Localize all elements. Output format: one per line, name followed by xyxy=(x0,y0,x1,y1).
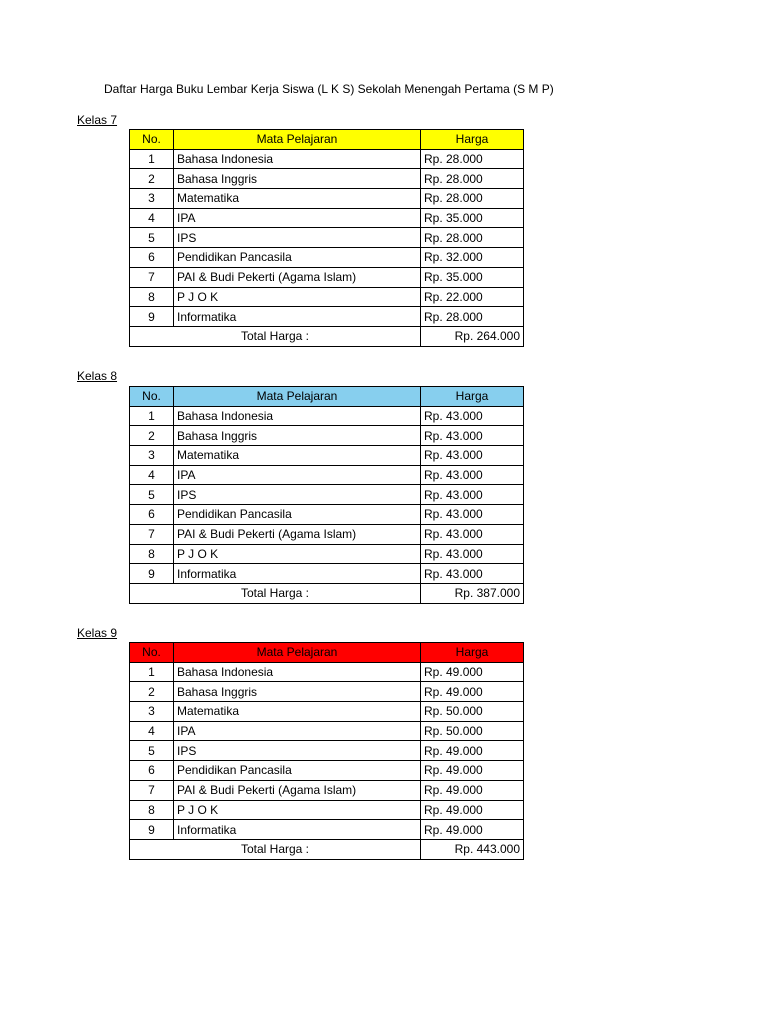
cell-harga: Rp. 43.000 xyxy=(421,505,524,525)
cell-mata-pelajaran: IPA xyxy=(174,208,421,228)
table-row xyxy=(130,485,524,505)
cell-no: 2 xyxy=(130,169,174,189)
cell-harga: Rp. 43.000 xyxy=(421,465,524,485)
table-body xyxy=(130,406,524,603)
cell-mata-pelajaran: Bahasa Inggris xyxy=(174,426,421,446)
cell-harga: Rp. 49.000 xyxy=(421,741,524,761)
cell-harga: Rp. 49.000 xyxy=(421,820,524,840)
cell-mata-pelajaran: Bahasa Indonesia xyxy=(174,149,421,169)
cell-harga: Rp. 28.000 xyxy=(421,169,524,189)
cell-no: 8 xyxy=(130,800,174,820)
cell-no: 6 xyxy=(130,248,174,268)
cell-harga: Rp. 43.000 xyxy=(421,524,524,544)
header-no: No. xyxy=(130,387,174,407)
cell-no: 7 xyxy=(130,267,174,287)
cell-mata-pelajaran: Bahasa Inggris xyxy=(174,169,421,189)
header-mata-pelajaran: Mata Pelajaran xyxy=(174,130,421,150)
header-mata-pelajaran: Mata Pelajaran xyxy=(174,643,421,663)
table-row xyxy=(130,505,524,525)
header-no: No. xyxy=(130,130,174,150)
cell-no: 2 xyxy=(130,682,174,702)
total-value: Rp. 264.000 xyxy=(421,326,524,346)
cell-mata-pelajaran: Pendidikan Pancasila xyxy=(174,505,421,525)
cell-mata-pelajaran: P J O K xyxy=(174,544,421,564)
cell-mata-pelajaran: Bahasa Indonesia xyxy=(174,406,421,426)
total-value: Rp. 443.000 xyxy=(421,839,524,859)
cell-no: 4 xyxy=(130,208,174,228)
cell-mata-pelajaran: Informatika xyxy=(174,820,421,840)
table-header-row xyxy=(130,387,524,407)
cell-no: 4 xyxy=(130,721,174,741)
cell-no: 8 xyxy=(130,544,174,564)
cell-mata-pelajaran: PAI & Budi Pekerti (Agama Islam) xyxy=(174,267,421,287)
cell-mata-pelajaran: PAI & Budi Pekerti (Agama Islam) xyxy=(174,780,421,800)
cell-mata-pelajaran: IPA xyxy=(174,465,421,485)
table-row xyxy=(130,406,524,426)
cell-harga: Rp. 43.000 xyxy=(421,426,524,446)
cell-mata-pelajaran: P J O K xyxy=(174,287,421,307)
total-row xyxy=(130,326,524,346)
table-row xyxy=(130,524,524,544)
total-label: Total Harga : xyxy=(130,839,421,859)
table-row xyxy=(130,702,524,722)
cell-mata-pelajaran: Matematika xyxy=(174,446,421,466)
cell-harga: Rp. 49.000 xyxy=(421,780,524,800)
cell-harga: Rp. 22.000 xyxy=(421,287,524,307)
table-row xyxy=(130,800,524,820)
cell-harga: Rp. 28.000 xyxy=(421,189,524,209)
table-header-row xyxy=(130,643,524,663)
table-row xyxy=(130,544,524,564)
total-label: Total Harga : xyxy=(130,326,421,346)
cell-harga: Rp. 50.000 xyxy=(421,721,524,741)
cell-harga: Rp. 28.000 xyxy=(421,149,524,169)
table-row xyxy=(130,682,524,702)
table-row xyxy=(130,208,524,228)
cell-harga: Rp. 28.000 xyxy=(421,228,524,248)
cell-no: 5 xyxy=(130,485,174,505)
cell-harga: Rp. 49.000 xyxy=(421,662,524,682)
cell-harga: Rp. 43.000 xyxy=(421,485,524,505)
cell-mata-pelajaran: Matematika xyxy=(174,189,421,209)
cell-mata-pelajaran: Pendidikan Pancasila xyxy=(174,761,421,781)
cell-harga: Rp. 43.000 xyxy=(421,544,524,564)
total-value: Rp. 387.000 xyxy=(421,583,524,603)
cell-mata-pelajaran: Matematika xyxy=(174,702,421,722)
cell-harga: Rp. 35.000 xyxy=(421,208,524,228)
kelas-9-label: Kelas 9 xyxy=(77,626,118,640)
cell-no: 9 xyxy=(130,564,174,584)
table-body xyxy=(130,149,524,346)
cell-harga: Rp. 49.000 xyxy=(421,761,524,781)
cell-harga: Rp. 49.000 xyxy=(421,800,524,820)
kelas-8-table xyxy=(129,386,524,604)
header-harga: Harga xyxy=(421,387,524,407)
total-row xyxy=(130,839,524,859)
table-row xyxy=(130,228,524,248)
header-no: No. xyxy=(130,643,174,663)
kelas-8-label: Kelas 8 xyxy=(77,369,118,383)
table-row xyxy=(130,662,524,682)
cell-harga: Rp. 28.000 xyxy=(421,307,524,327)
table-row xyxy=(130,761,524,781)
cell-no: 9 xyxy=(130,820,174,840)
table-row xyxy=(130,287,524,307)
table-row xyxy=(130,267,524,287)
cell-mata-pelajaran: Informatika xyxy=(174,564,421,584)
table-row xyxy=(130,741,524,761)
table-row xyxy=(130,169,524,189)
table-row xyxy=(130,189,524,209)
kelas-7-label: Kelas 7 xyxy=(77,113,118,127)
table-row xyxy=(130,446,524,466)
cell-mata-pelajaran: Pendidikan Pancasila xyxy=(174,248,421,268)
total-row xyxy=(130,583,524,603)
cell-harga: Rp. 43.000 xyxy=(421,406,524,426)
cell-harga: Rp. 43.000 xyxy=(421,446,524,466)
kelas-7-table xyxy=(129,129,524,347)
cell-no: 7 xyxy=(130,524,174,544)
cell-harga: Rp. 32.000 xyxy=(421,248,524,268)
cell-no: 1 xyxy=(130,662,174,682)
header-mata-pelajaran: Mata Pelajaran xyxy=(174,387,421,407)
cell-no: 4 xyxy=(130,465,174,485)
cell-no: 1 xyxy=(130,406,174,426)
cell-harga: Rp. 49.000 xyxy=(421,682,524,702)
table-body xyxy=(130,662,524,859)
cell-no: 6 xyxy=(130,505,174,525)
cell-mata-pelajaran: IPA xyxy=(174,721,421,741)
cell-no: 2 xyxy=(130,426,174,446)
table-row xyxy=(130,149,524,169)
table-row xyxy=(130,307,524,327)
cell-no: 1 xyxy=(130,149,174,169)
header-harga: Harga xyxy=(421,643,524,663)
cell-mata-pelajaran: IPS xyxy=(174,741,421,761)
cell-no: 7 xyxy=(130,780,174,800)
table-row xyxy=(130,564,524,584)
document-title: Daftar Harga Buku Lembar Kerja Siswa (L K S) Sekolah Menengah Pertama (S M P) xyxy=(104,82,554,96)
cell-no: 3 xyxy=(130,702,174,722)
cell-mata-pelajaran: Bahasa Inggris xyxy=(174,682,421,702)
cell-mata-pelajaran: Bahasa Indonesia xyxy=(174,662,421,682)
table-row xyxy=(130,721,524,741)
cell-no: 6 xyxy=(130,761,174,781)
cell-no: 8 xyxy=(130,287,174,307)
cell-no: 3 xyxy=(130,189,174,209)
cell-no: 5 xyxy=(130,228,174,248)
cell-no: 5 xyxy=(130,741,174,761)
cell-mata-pelajaran: P J O K xyxy=(174,800,421,820)
total-label: Total Harga : xyxy=(130,583,421,603)
table-row xyxy=(130,820,524,840)
cell-no: 3 xyxy=(130,446,174,466)
cell-harga: Rp. 43.000 xyxy=(421,564,524,584)
cell-mata-pelajaran: PAI & Budi Pekerti (Agama Islam) xyxy=(174,524,421,544)
table-row xyxy=(130,780,524,800)
header-harga: Harga xyxy=(421,130,524,150)
cell-mata-pelajaran: IPS xyxy=(174,228,421,248)
cell-harga: Rp. 50.000 xyxy=(421,702,524,722)
kelas-9-table xyxy=(129,642,524,860)
table-row xyxy=(130,248,524,268)
cell-mata-pelajaran: Informatika xyxy=(174,307,421,327)
cell-mata-pelajaran: IPS xyxy=(174,485,421,505)
table-header-row xyxy=(130,130,524,150)
cell-harga: Rp. 35.000 xyxy=(421,267,524,287)
table-row xyxy=(130,426,524,446)
cell-no: 9 xyxy=(130,307,174,327)
table-row xyxy=(130,465,524,485)
